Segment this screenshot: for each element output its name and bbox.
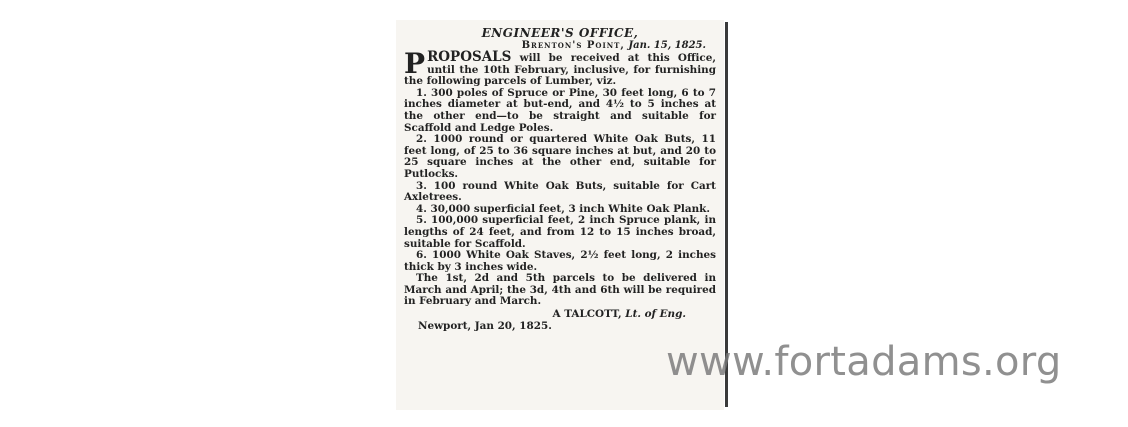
lumber-item: 6. 1000 White Oak Staves, 2½ feet long, 2 inches thick by 3 inches wide.	[404, 249, 716, 273]
lumber-item: 4. 30,000 superficial feet, 3 inch White Oak Plank.	[416, 202, 710, 215]
clipping-heading: ENGINEER'S OFFICE,	[481, 26, 639, 40]
signer-name: A TALCOTT,	[552, 308, 622, 321]
signature-line	[404, 309, 716, 321]
dateline-place: Brenton's Point,	[521, 40, 625, 51]
intro-text: will be received at this Office, until the 10th February, inclusive, for furnishing the following parcels of Lumber, viz.	[404, 52, 716, 88]
lumber-item: 3. 100 round White Oak Buts, suitable for Cart Axletrees.	[404, 179, 716, 204]
lumber-item: 2. 1000 round or quartered White Oak Buts, 11 feet long, of 25 to 36 square inches at but, and 20 to 25 square inches at the other end, suitable for Putlocks.	[404, 133, 716, 180]
drop-cap: P	[404, 47, 426, 80]
lumber-item: 5. 100,000 superficial feet, 2 inch Spruce plank, in lengths of 24 feet, and from 12 to 15 inches broad, suitable for Scaffold.	[404, 214, 716, 250]
intro-lead-word: ROPOSALS	[427, 49, 512, 65]
delivery-note: The 1st, 2d and 5th parcels to be delivered in March and April; the 3d, 4th and 6th will be required in February and March.	[404, 272, 716, 308]
lumber-item: 1. 300 poles of Spruce or Pine, 30 feet long, 6 to 7 inches diameter at but-end, and 4½ to 5 inches at the other end—to be straight and suitable for Scaffold and Ledge Poles.	[404, 86, 716, 134]
clipping-footer: Newport, Jan 20, 1825.	[418, 319, 552, 332]
intro-paragraph	[404, 47, 716, 88]
site-watermark: www.fortadams.org	[666, 339, 1062, 385]
dateline-date: Jan. 15, 1825.	[628, 40, 706, 51]
signer-rank: Lt. of Eng.	[625, 308, 686, 321]
